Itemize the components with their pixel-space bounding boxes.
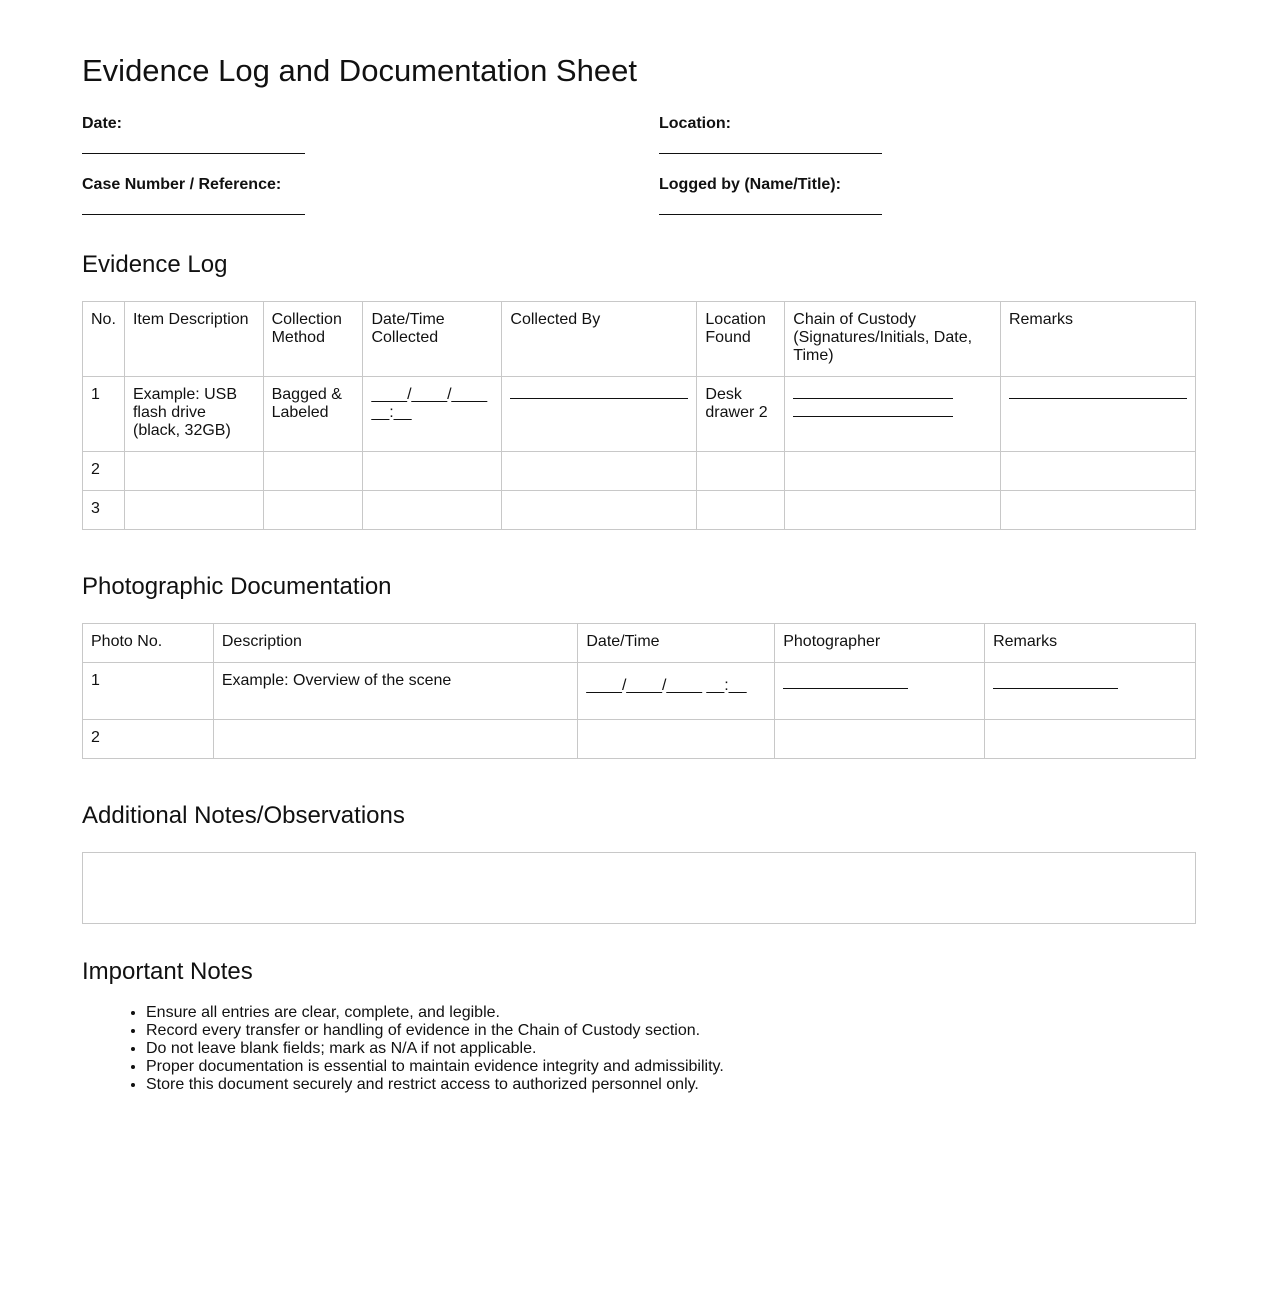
- table-row: [83, 376, 1196, 451]
- table-row: [83, 490, 1196, 529]
- col-collection-method: Collection Method: [263, 301, 363, 376]
- cell-custody[interactable]: [785, 490, 1001, 529]
- cell-method[interactable]: [263, 490, 363, 529]
- blank-line: [793, 406, 953, 417]
- case-number-line[interactable]: [82, 213, 305, 215]
- col-remarks: Remarks: [1000, 301, 1195, 376]
- list-item: • Ensure all entries are clear, complete, and legible.: [146, 1004, 1196, 1022]
- case-number-field[interactable]: [82, 176, 659, 215]
- blank-line: [793, 388, 953, 399]
- cell-description[interactable]: [124, 451, 263, 490]
- cell-remarks[interactable]: [985, 662, 1196, 719]
- cell-description[interactable]: [213, 719, 578, 758]
- cell-location[interactable]: [697, 451, 785, 490]
- cell-method[interactable]: Bagged & Labeled: [263, 376, 363, 451]
- cell-location[interactable]: [697, 490, 785, 529]
- evidence-log-heading: Evidence Log: [82, 251, 228, 279]
- cell-collected-by[interactable]: [502, 490, 697, 529]
- cell-no: 2: [83, 451, 125, 490]
- cell-custody[interactable]: [785, 376, 1001, 451]
- blank-line: [993, 678, 1118, 689]
- cell-datetime[interactable]: ____/____/____ __:__: [363, 376, 502, 451]
- cell-custody[interactable]: [785, 451, 1001, 490]
- col-description: Description: [213, 623, 578, 662]
- cell-method[interactable]: [263, 451, 363, 490]
- date-label: Date:: [82, 115, 123, 133]
- logged-by-line[interactable]: [659, 213, 882, 215]
- cell-remarks[interactable]: [1000, 376, 1195, 451]
- cell-location[interactable]: Desk drawer 2: [697, 376, 785, 451]
- location-field[interactable]: [659, 115, 1195, 154]
- additional-notes-box[interactable]: [82, 852, 1196, 924]
- cell-datetime[interactable]: [363, 490, 502, 529]
- table-row: [83, 662, 1196, 719]
- cell-photo-no: 2: [83, 719, 214, 758]
- col-datetime: Date/Time: [578, 623, 775, 662]
- date-line[interactable]: [82, 152, 305, 154]
- col-datetime-collected: Date/Time Collected: [363, 301, 502, 376]
- blank-line: [510, 388, 688, 399]
- cell-description[interactable]: Example: Overview of the scene: [213, 662, 578, 719]
- blank-line: [1009, 388, 1187, 399]
- col-photo-no: Photo No.: [83, 623, 214, 662]
- cell-remarks[interactable]: [1000, 451, 1195, 490]
- col-no: No.: [83, 301, 125, 376]
- cell-collected-by[interactable]: [502, 451, 697, 490]
- logged-by-field[interactable]: [659, 176, 1195, 215]
- col-chain-of-custody: Chain of Custody (Signatures/Initials, Date, Time): [785, 301, 1001, 376]
- location-label: Location:: [659, 115, 731, 133]
- cell-remarks[interactable]: [1000, 490, 1195, 529]
- logged-by-label: Logged by (Name/Title):: [659, 176, 841, 194]
- cell-datetime[interactable]: ____/____/____ __:__: [578, 662, 775, 719]
- cell-photographer[interactable]: [775, 719, 985, 758]
- photo-doc-heading: Photographic Documentation: [82, 572, 392, 600]
- list-item: • Record every transfer or handling of evidence in the Chain of Custody section.: [146, 1022, 1196, 1040]
- col-photographer: Photographer: [775, 623, 985, 662]
- cell-no: 3: [83, 490, 125, 529]
- cell-description[interactable]: [124, 490, 263, 529]
- date-field[interactable]: [82, 115, 659, 154]
- cell-datetime[interactable]: [578, 719, 775, 758]
- photo-doc-table: [82, 623, 1196, 759]
- cell-no: 1: [83, 376, 125, 451]
- col-item-description: Item Description: [124, 301, 263, 376]
- cell-remarks[interactable]: [985, 719, 1196, 758]
- photo-header-row: [83, 623, 1196, 662]
- table-row: [83, 451, 1196, 490]
- col-collected-by: Collected By: [502, 301, 697, 376]
- evidence-header-row: [83, 301, 1196, 376]
- cell-description[interactable]: Example: USB flash drive (black, 32GB): [124, 376, 263, 451]
- location-line[interactable]: [659, 152, 882, 154]
- important-notes-list: [82, 1004, 1196, 1094]
- cell-photographer[interactable]: [775, 662, 985, 719]
- list-item: • Do not leave blank fields; mark as N/A if not applicable.: [146, 1040, 1196, 1058]
- cell-photo-no: 1: [83, 662, 214, 719]
- blank-line: [783, 678, 908, 689]
- list-item: • Store this document securely and restrict access to authorized personnel only.: [146, 1076, 1196, 1094]
- table-row: [83, 719, 1196, 758]
- case-number-label: Case Number / Reference:: [82, 176, 282, 194]
- important-notes-heading: Important Notes: [82, 957, 253, 985]
- cell-collected-by[interactable]: [502, 376, 697, 451]
- additional-notes-heading: Additional Notes/Observations: [82, 801, 405, 829]
- col-location-found: Location Found: [697, 301, 785, 376]
- list-item: • Proper documentation is essential to maintain evidence integrity and admissibility.: [146, 1058, 1196, 1076]
- header-fields: [82, 115, 1196, 215]
- page-title: Evidence Log and Documentation Sheet: [82, 53, 637, 88]
- cell-datetime[interactable]: [363, 451, 502, 490]
- col-remarks: Remarks: [985, 623, 1196, 662]
- evidence-log-table: [82, 301, 1196, 530]
